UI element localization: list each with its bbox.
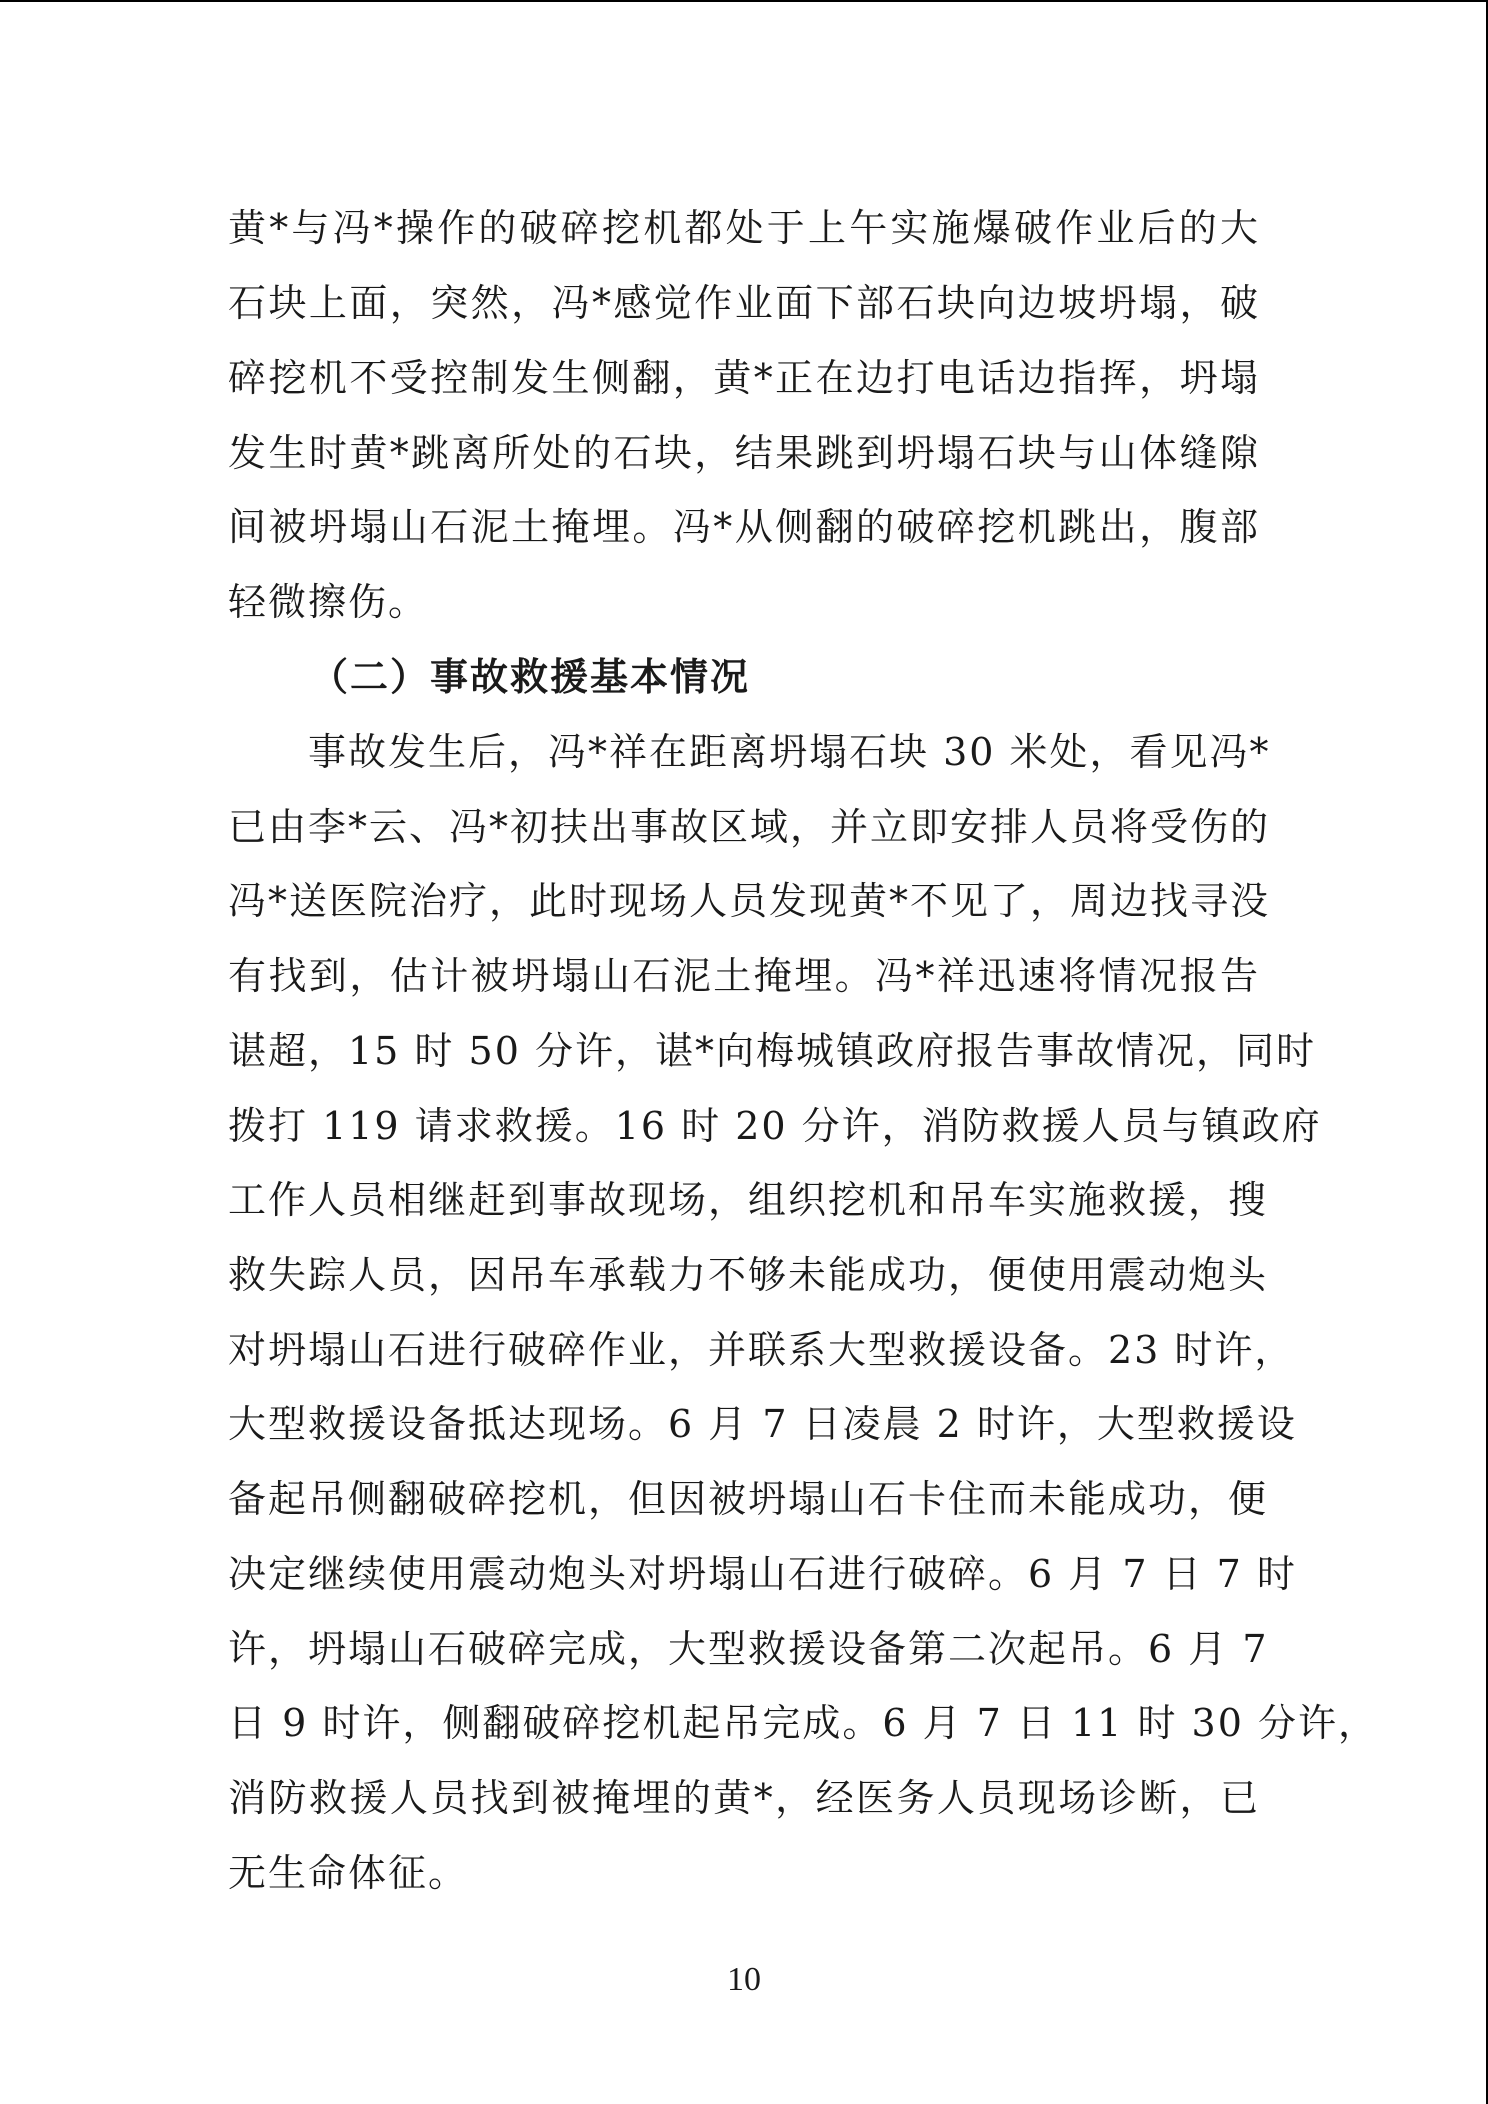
paragraph-line: 冯*送医院治疗，此时现场人员发现黄*不见了，周边找寻没: [228, 879, 1271, 923]
paragraph-line: 消防救援人员找到被掩埋的黄*，经医务人员现场诊断，已: [228, 1776, 1260, 1820]
paragraph-line: 拨打 119 请求救援。16 时 20 分许，消防救援人员与镇政府: [228, 1104, 1322, 1148]
paragraph-line: 石块上面，突然，冯*感觉作业面下部石块向边坡坍塌，破: [228, 281, 1260, 325]
paragraph-line: 大型救援设备抵达现场。6 月 7 日凌晨 2 时许，大型救援设: [228, 1402, 1297, 1446]
paragraph-line: 救失踪人员，因吊车承载力不够未能成功，便使用震动炮头: [228, 1253, 1269, 1297]
paragraph-line: 黄*与冯*操作的破碎挖机都处于上午实施爆破作业后的大: [228, 206, 1260, 250]
paragraph-line: 备起吊侧翻破碎挖机，但因被坍塌山石卡住而未能成功，便: [228, 1477, 1269, 1521]
page-number: 10: [727, 1961, 761, 1998]
paragraph-line: 间被坍塌山石泥土掩埋。冯*从侧翻的破碎挖机跳出，腹部: [228, 505, 1260, 549]
paragraph-line: 有找到，估计被坍塌山石泥土掩埋。冯*祥迅速将情况报告: [228, 954, 1260, 998]
paragraph-line: 轻微擦伤。: [228, 580, 429, 624]
paragraph-line: 碎挖机不受控制发生侧翻，黄*正在边打电话边指挥，坍塌: [228, 356, 1260, 400]
paragraph-line: 决定继续使用震动炮头对坍塌山石进行破碎。6 月 7 日 7 时: [228, 1552, 1297, 1596]
paragraph-line: 对坍塌山石进行破碎作业，并联系大型救援设备。23 时许，: [228, 1328, 1295, 1372]
paragraph-line: 许，坍塌山石破碎完成，大型救援设备第二次起吊。6 月 7: [228, 1627, 1269, 1671]
paragraph-line: 日 9 时许，侧翻破碎挖机起吊完成。6 月 7 日 11 时 30 分许，: [228, 1701, 1378, 1745]
paragraph-line: 事故发生后，冯*祥在距离坍塌石块 30 米处，看见冯*: [308, 730, 1271, 774]
paragraph-line: 谌超，15 时 50 分许，谌*向梅城镇政府报告事故情况，同时: [228, 1029, 1316, 1073]
paragraph-line: 工作人员相继赶到事故现场，组织挖机和吊车实施救援，搜: [228, 1178, 1269, 1222]
paragraph-line: 已由李*云、冯*初扶出事故区域，并立即安排人员将受伤的: [228, 805, 1271, 849]
paragraph-line: 发生时黄*跳离所处的石块，结果跳到坍塌石块与山体缝隙: [228, 431, 1260, 475]
paragraph-line: 无生命体征。: [228, 1851, 469, 1895]
section-heading: （二）事故救援基本情况: [310, 654, 751, 699]
